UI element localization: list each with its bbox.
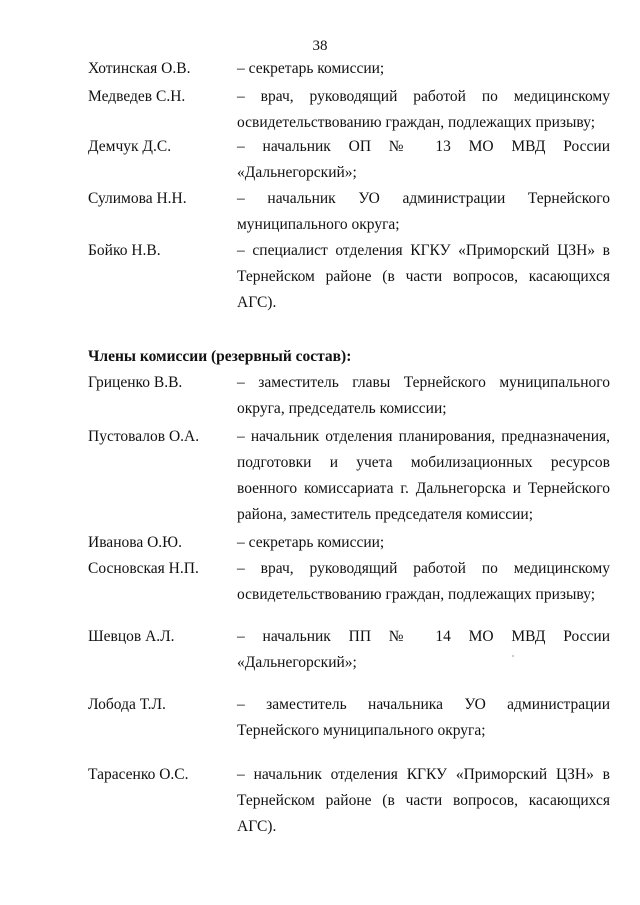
- member-role: – врач, руководящий работой по медицинскому освидетельствованию граждан, подлежащих призыву;: [237, 88, 610, 131]
- member-name: Сосновская Н.П.: [88, 560, 199, 577]
- member-role: – секретарь комиссии;: [237, 60, 385, 77]
- member-role: – секретарь комиссии;: [237, 534, 385, 551]
- member-role: – начальник отделения планирования, предназначения, подготовки и учета мобилизационных ресурсов военного комиссариата г. Дальнегорска и Тернейского района, заместитель председателя комиссии;: [237, 428, 610, 523]
- member-role: – специалист отделения КГКУ «Приморский ЦЗН» в Тернейском районе (в части вопросов, касающихся АГС).: [237, 242, 610, 311]
- member-name: Лобода Т.Л.: [88, 696, 166, 713]
- member-name: Сулимова Н.Н.: [88, 190, 187, 207]
- member-name: Хотинская О.В.: [88, 60, 191, 77]
- member-role: – заместитель начальника УО администрации Тернейского муниципального округа;: [237, 696, 610, 739]
- member-name: Гриценко В.В.: [88, 374, 183, 391]
- member-name: Бойко Н.В.: [88, 242, 161, 259]
- member-name: Иванова О.Ю.: [88, 534, 182, 551]
- member-role: – начальник ПП № 14 МО МВД России «Дальнегорский»;: [237, 628, 610, 671]
- member-role: – начальник УО администрации Тернейского муниципального округа;: [237, 190, 610, 233]
- member-name: Пустовалов О.А.: [88, 428, 200, 445]
- scan-speck: [512, 655, 514, 657]
- reserve-section-title: Члены комиссии (резервный состав):: [88, 348, 352, 365]
- member-role: – начальник отделения КГКУ «Приморский ЦЗН» в Тернейском районе (в части вопросов, касающихся АГС).: [237, 766, 610, 835]
- member-name: Шевцов А.Л.: [88, 628, 175, 645]
- member-name: Медведев С.Н.: [88, 88, 186, 105]
- page-number: 38: [312, 38, 328, 54]
- member-name: Демчук Д.С.: [88, 138, 172, 155]
- member-name: Тарасенко О.С.: [88, 766, 189, 783]
- member-role: – начальник ОП № 13 МО МВД России «Дальнегорский»;: [237, 138, 610, 181]
- member-role: – заместитель главы Тернейского муниципального округа, председатель комиссии;: [237, 374, 610, 417]
- member-role: – врач, руководящий работой по медицинскому освидетельствованию граждан, подлежащих призыву;: [237, 560, 610, 603]
